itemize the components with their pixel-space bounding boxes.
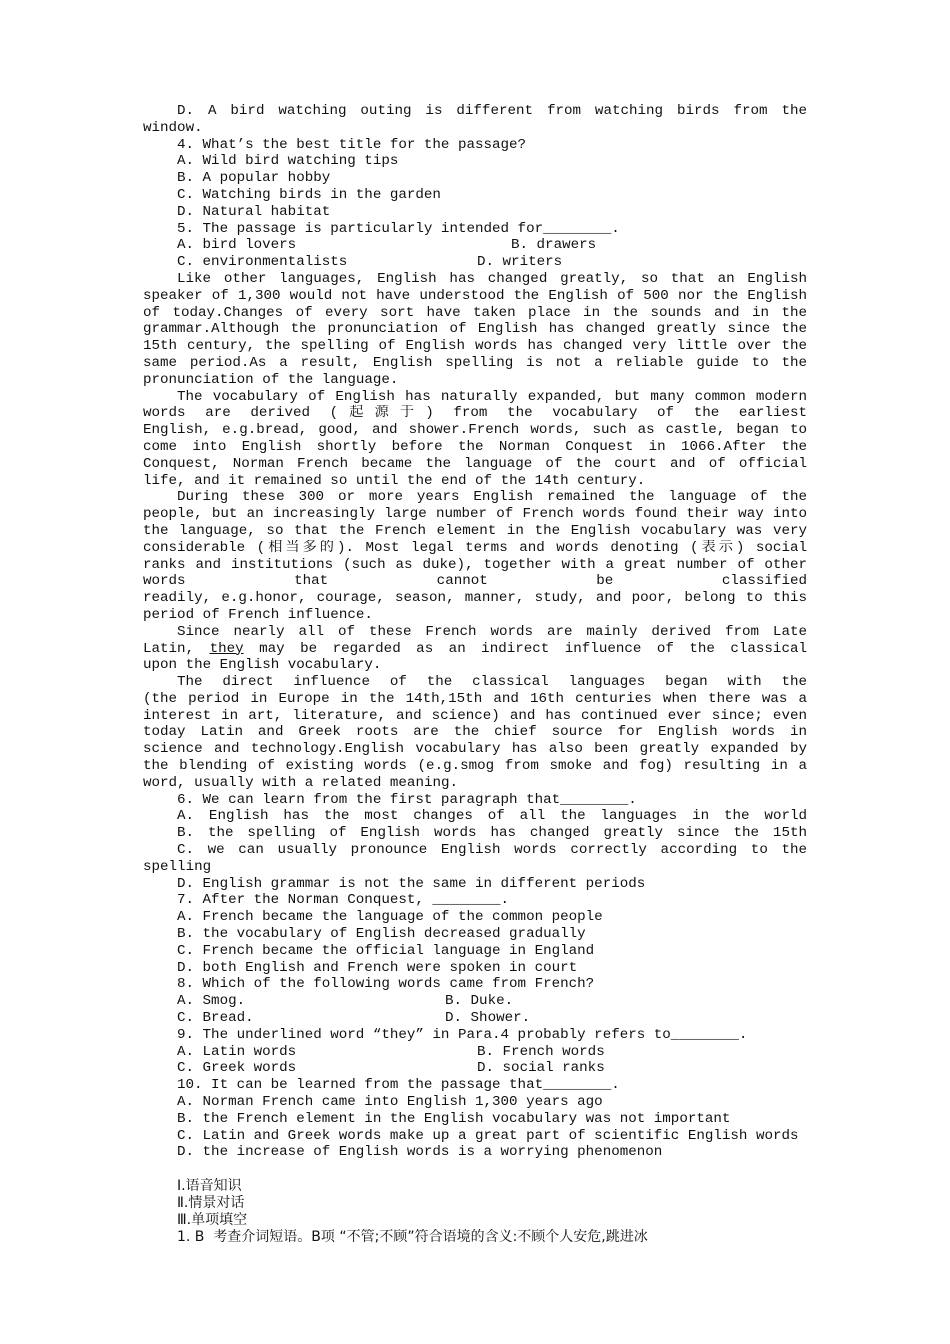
text-line: ranks and institutions (such as duke), together with a great number of other bbox=[143, 556, 807, 573]
option: B. the spelling of English words has changed greatly since the 15th bbox=[177, 825, 807, 842]
question-3-option-d bbox=[143, 103, 807, 137]
option: D. social ranks bbox=[477, 1060, 605, 1077]
text-fragment: may be regarded as an indirect influence of the classical bbox=[259, 640, 807, 657]
text-line: Since nearly all of these French words are mainly derived from Late bbox=[177, 623, 807, 640]
option: C. Bread. bbox=[177, 1010, 254, 1027]
passage-paragraph-4 bbox=[143, 624, 807, 674]
passage-paragraph-3 bbox=[143, 489, 807, 623]
option-row bbox=[143, 1010, 807, 1027]
option: A. bird lovers bbox=[177, 237, 297, 254]
text-line: the language, so that the French element in the English vocabulary was very bbox=[143, 522, 807, 539]
section-heading: Ⅰ.语音知识 bbox=[177, 1178, 242, 1195]
option: C. environmentalists bbox=[177, 254, 348, 271]
option: D. Natural habitat bbox=[177, 203, 331, 220]
text-line: grammar.Although the pronunciation of English has changed greatly since the bbox=[143, 321, 807, 338]
question-10 bbox=[143, 1077, 807, 1161]
question-stem: 8. Which of the following words came from French? bbox=[177, 976, 595, 993]
question-9 bbox=[143, 1027, 807, 1077]
document-page bbox=[143, 103, 807, 1245]
option: D. writers bbox=[477, 254, 563, 271]
option: A. French became the language of the common people bbox=[177, 909, 603, 926]
option: D. Shower. bbox=[445, 1010, 531, 1027]
option-row bbox=[143, 237, 807, 254]
option: C. Greek words bbox=[177, 1060, 297, 1077]
passage-paragraph-2 bbox=[143, 389, 807, 490]
question-4 bbox=[143, 137, 807, 221]
option: D. English grammar is not the same in different periods bbox=[177, 875, 646, 892]
question-6 bbox=[143, 792, 807, 893]
option: B. Duke. bbox=[445, 993, 514, 1010]
text-line: come into English shortly before the Norman Conquest in 1066.After the bbox=[143, 438, 807, 455]
text-line: words that cannot be classified bbox=[143, 573, 807, 590]
question-stem: 5. The passage is particularly intended for________. bbox=[177, 220, 620, 237]
text-line: the blending of existing words (e.g.smog from smoke and fog) resulting in a bbox=[143, 758, 807, 775]
text-line: Like other languages, English has changed greatly, so that an English bbox=[177, 270, 807, 287]
option: B. drawers bbox=[511, 237, 597, 254]
option: A. English has the most changes of all the languages in the world bbox=[177, 808, 807, 825]
question-5 bbox=[143, 221, 807, 271]
option: B. A popular hobby bbox=[177, 170, 331, 187]
text-line: period of French influence. bbox=[143, 606, 373, 623]
underlined-word: they bbox=[209, 640, 244, 657]
text-line: The vocabulary of English has naturally expanded, but many common modern bbox=[177, 388, 807, 405]
option: A. Smog. bbox=[177, 993, 246, 1010]
option: C. Latin and Greek words make up a great part of scientific English words bbox=[177, 1127, 799, 1144]
option: C. French became the official language in England bbox=[177, 942, 595, 959]
option: D. both English and French were spoken in court bbox=[177, 959, 578, 976]
text-line: 15th century, the spelling of English words has changed very little over the bbox=[143, 338, 807, 355]
passage-paragraph-5 bbox=[143, 674, 807, 792]
question-stem: 7. After the Norman Conquest, ________. bbox=[177, 892, 510, 909]
text-line: words are derived (起源于) from the vocabulary of the earliest bbox=[143, 405, 807, 422]
question-8 bbox=[143, 976, 807, 1026]
option: C. we can usually pronounce English words correctly according to the bbox=[177, 842, 807, 859]
question-stem: 6. We can learn from the first paragraph that________. bbox=[177, 791, 637, 808]
passage bbox=[143, 271, 807, 792]
option-row bbox=[143, 993, 807, 1010]
text-line: science and technology.English vocabulary has also been greatly expanded by bbox=[143, 741, 807, 758]
text-line: (the period in Europe in the 14th,15th and 16th centuries when there was a bbox=[143, 690, 807, 707]
passage-paragraph-1 bbox=[143, 271, 807, 389]
text-line: interest in art, literature, and science) and has continued ever since; even bbox=[143, 707, 807, 724]
text-line: pronunciation of the language. bbox=[143, 371, 399, 388]
text-line: people, but an increasingly large number of French words found their way into bbox=[143, 506, 807, 523]
option-row bbox=[143, 1060, 807, 1077]
text-line: word, usually with a related meaning. bbox=[143, 774, 459, 791]
text-line: speaker of 1,300 would not have understood the English of 500 nor the English bbox=[143, 287, 807, 304]
option: A. Latin words bbox=[177, 1043, 297, 1060]
option-line: window. bbox=[143, 119, 203, 136]
text-line: The direct influence of the classical languages began with the bbox=[177, 674, 807, 691]
text-fragment: Latin, bbox=[143, 640, 210, 657]
text-line: readily, e.g.honor, courage, season, manner, study, and poor, belong to this bbox=[143, 590, 807, 607]
option-row bbox=[143, 254, 807, 271]
option: D. the increase of English words is a worrying phenomenon bbox=[177, 1144, 663, 1161]
section-heading: Ⅲ.单项填空 bbox=[177, 1211, 248, 1228]
answer-line: 1. B 考查介词短语。B项 “不管;不顾”符合语境的含义:不顾个人安危,跳进冰 bbox=[177, 1228, 648, 1245]
option: B. French words bbox=[477, 1043, 605, 1060]
answer-key bbox=[143, 1178, 807, 1245]
section-heading: Ⅱ.情景对话 bbox=[177, 1195, 245, 1211]
option-line: D. A bird watching outing is different from watching birds from the bbox=[177, 103, 807, 119]
text-line: During these 300 or more years English remained the language of the bbox=[177, 489, 807, 506]
text-line: considerable (相当多的). Most legal terms and words denoting (表示) social bbox=[143, 539, 807, 556]
text-line: upon the English vocabulary. bbox=[143, 657, 382, 674]
spacer bbox=[143, 1161, 807, 1178]
text-line bbox=[143, 641, 807, 658]
option: B. the French element in the English vocabulary was not important bbox=[177, 1110, 731, 1127]
option-row bbox=[143, 1044, 807, 1061]
option: A. Norman French came into English 1,300 years ago bbox=[177, 1094, 603, 1111]
text-line: same period.As a result, English spelling is not a reliable guide to the bbox=[143, 354, 807, 371]
text-line: English, e.g.bread, good, and shower.French words, such as castle, began to bbox=[143, 422, 807, 439]
text-line: today Latin and Greek roots are the chief source for English words in bbox=[143, 724, 807, 741]
text-line: of today.Changes of every sort have taken place in the sounds and in the bbox=[143, 304, 807, 321]
question-7 bbox=[143, 892, 807, 976]
question-stem: 9. The underlined word “they” in Para.4 probably refers to________. bbox=[177, 1026, 748, 1043]
option: B. the vocabulary of English decreased gradually bbox=[177, 926, 586, 943]
option: C. Watching birds in the garden bbox=[177, 186, 441, 203]
option-continuation: spelling bbox=[143, 858, 212, 875]
option: A. Wild bird watching tips bbox=[177, 153, 399, 170]
question-stem: 4. What’s the best title for the passage? bbox=[177, 136, 527, 153]
text-line: Conquest, Norman French became the language of the court and of official bbox=[143, 455, 807, 472]
text-line: life, and it remained so until the end of the 14th century. bbox=[143, 472, 646, 489]
question-stem: 10. It can be learned from the passage that________. bbox=[177, 1077, 620, 1094]
